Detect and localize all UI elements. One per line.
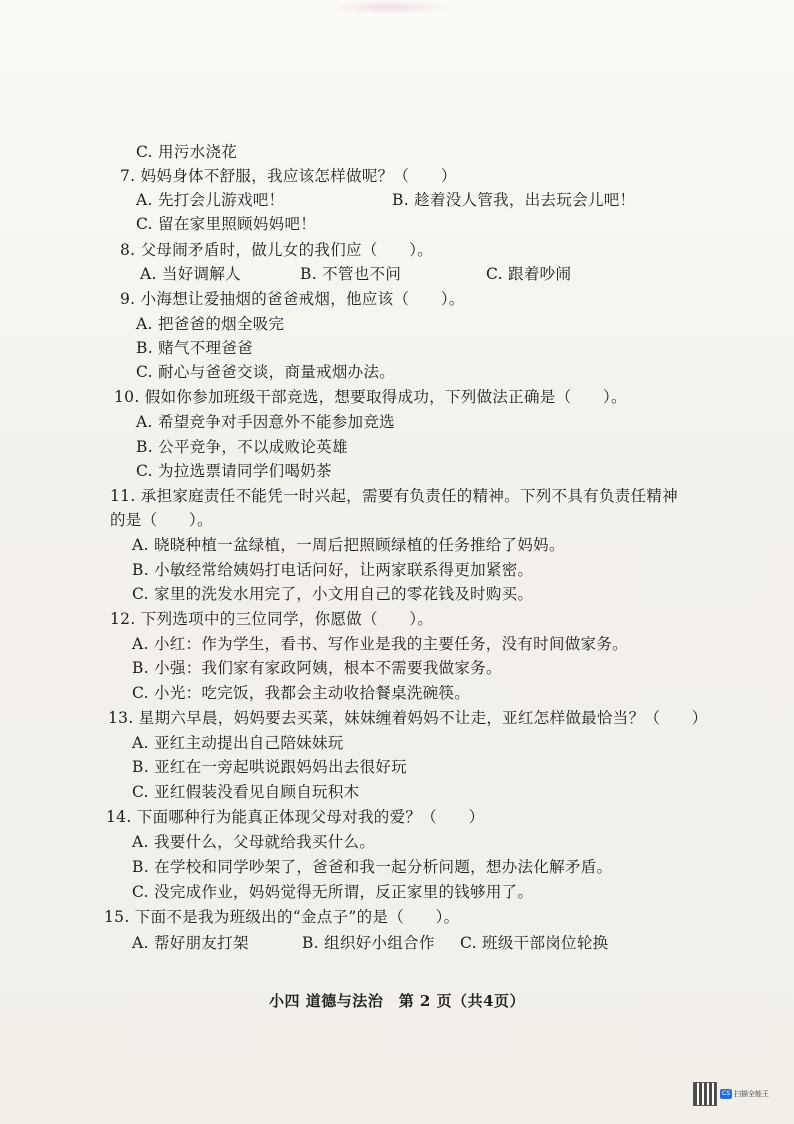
q13-option-c: C. 亚红假装没看见自顾自玩积木	[132, 783, 360, 801]
q8-option-b: B. 不管也不问	[300, 265, 402, 283]
q9-option-a: A. 把爸爸的烟全吸完	[136, 315, 285, 333]
q13-stem: 13. 星期六早晨，妈妈要去买菜，妹妹缠着妈妈不让走，亚红怎样做最恰当？（ ）	[108, 709, 708, 727]
q11-stem: 11. 承担家庭责任不能凭一时兴起，需要有负责任的精神。下列不具有负责任精神	[110, 487, 678, 505]
q7-option-a: A. 先打会儿游戏吧！	[136, 191, 285, 209]
page-footer: 小四 道德与法治 第 2 页（共4页）	[268, 992, 526, 1010]
q15-option-c: C. 班级干部岗位轮换	[460, 934, 609, 952]
q13-option-b: B. 亚红在一旁起哄说跟妈妈出去很好玩	[132, 758, 407, 776]
q10-stem: 10. 假如你参加班级干部竞选，想要取得成功，下列做法正确是（ ）。	[114, 388, 627, 406]
q8-option-a: A. 当好调解人	[140, 265, 241, 283]
q10-option-a: A. 希望竞争对手因意外不能参加竞选	[136, 413, 395, 431]
q11-stem-cont: 的是（ ）。	[110, 511, 213, 529]
q8-option-c: C. 跟着吵闹	[486, 265, 572, 283]
q9-stem: 9. 小海想让爱抽烟的爸爸戒烟，他应该（ ）。	[120, 290, 465, 308]
top-smudge	[330, 0, 450, 14]
q9-option-c: C. 耐心与爸爸交谈，商量戒烟办法。	[136, 363, 396, 381]
q8-stem: 8. 父母闹矛盾时，做儿女的我们应（ ）。	[120, 241, 434, 259]
q10-option-c: C. 为拉选票请同学们喝奶茶	[136, 462, 332, 480]
scanner-watermark	[693, 1080, 787, 1108]
q11-option-b: B. 小敏经常给姨妈打电话问好，让两家联系得更加紧密。	[132, 561, 534, 579]
q10-option-b: B. 公平竞争，不以成败论英雄	[136, 438, 348, 456]
q12-option-a: A. 小红：作为学生，看书、写作业是我的主要任务，没有时间做家务。	[132, 635, 628, 653]
scanner-badge	[720, 1089, 769, 1099]
q12-option-b: B. 小强：我们家有家政阿姨，根本不需要我做家务。	[132, 659, 502, 677]
q14-option-c: C. 没完成作业，妈妈觉得无所谓，反正家里的钱够用了。	[132, 883, 534, 901]
q14-stem: 14. 下面哪种行为能真正体现父母对我的爱？（ ）	[106, 808, 485, 826]
q7-option-c: C. 留在家里照顾妈妈吧！	[136, 215, 317, 233]
scanner-logo-icon: CS	[722, 1090, 730, 1097]
q11-option-a: A. 晓晓种植一盆绿植，一周后把照顾绿植的任务推给了妈妈。	[132, 536, 565, 554]
qr-code-icon	[693, 1082, 717, 1106]
q13-option-a: A. 亚红主动提出自己陪妹妹玩	[132, 734, 344, 752]
q6-option-c: C. 用污水浇花	[136, 143, 238, 161]
q7-option-b: B. 趁着没人管我，出去玩会儿吧！	[392, 191, 636, 209]
q15-option-b: B. 组织好小组合作	[302, 934, 435, 952]
q14-option-a: A. 我要什么，父母就给我买什么。	[132, 833, 376, 851]
q9-option-b: B. 赌气不理爸爸	[136, 339, 253, 357]
q7-stem: 7. 妈妈身体不舒服，我应该怎样做呢？（ ）	[120, 167, 457, 185]
q15-option-a: A. 帮好朋友打架	[132, 934, 249, 952]
q11-option-c: C. 家里的洗发水用完了，小文用自己的零花钱及时购买。	[132, 585, 534, 603]
q14-option-b: B. 在学校和同学吵架了，爸爸和我一起分析问题，想办法化解矛盾。	[132, 858, 613, 876]
q12-stem: 12. 下列选项中的三位同学，你愿做（ ）。	[110, 610, 434, 628]
scanner-app-name: 扫描全能王	[734, 1090, 769, 1098]
q15-stem: 15. 下面不是我为班级出的“金点子”的是（ ）。	[104, 908, 460, 926]
q12-option-c: C. 小光：吃完饭，我都会主动收拾餐桌洗碗筷。	[132, 684, 471, 702]
